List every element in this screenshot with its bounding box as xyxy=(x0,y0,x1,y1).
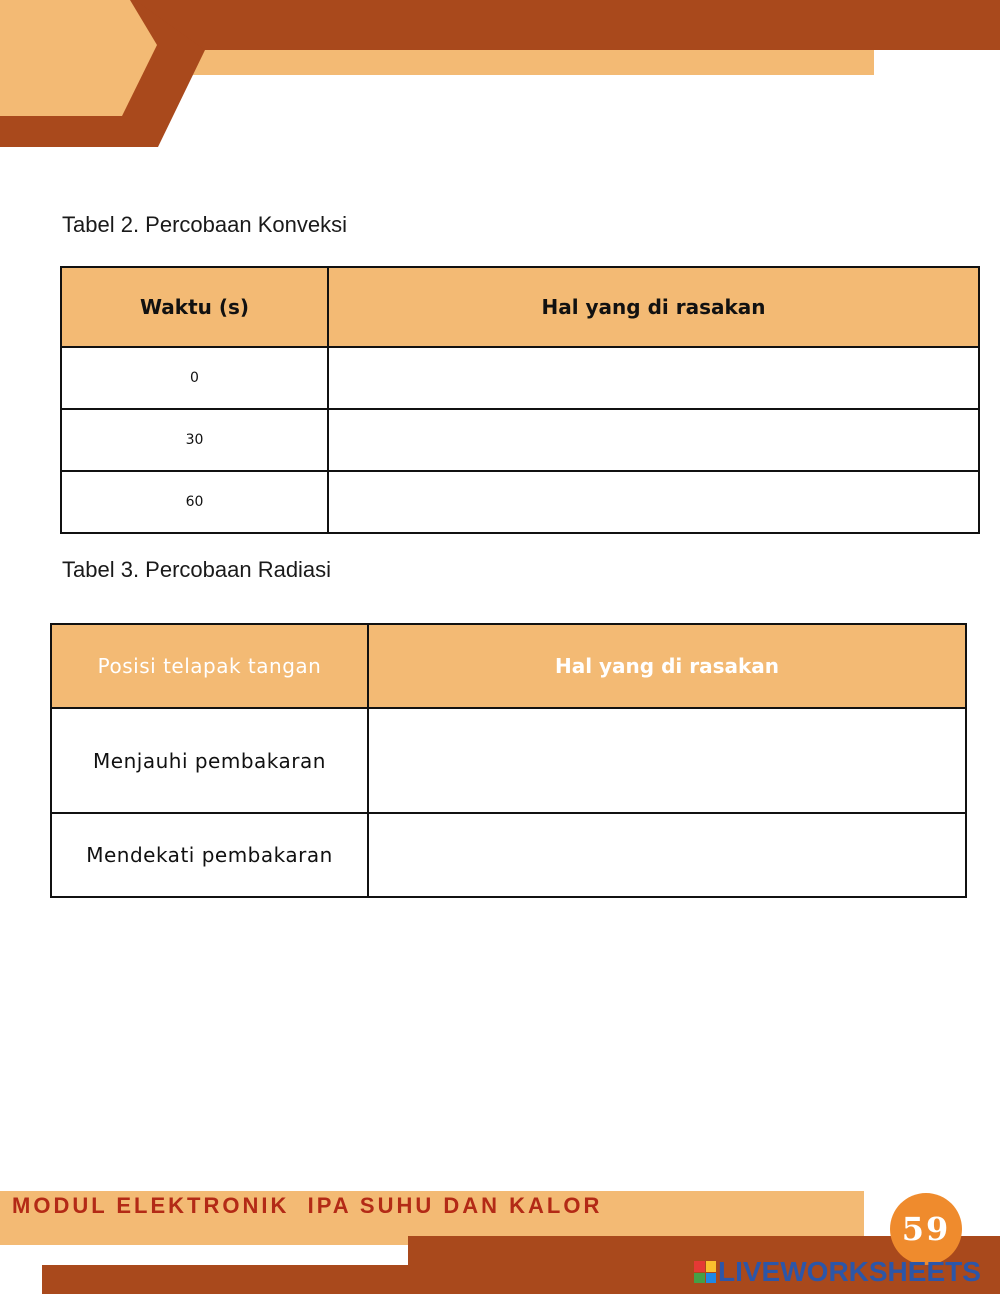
table-row xyxy=(61,409,979,471)
table-row xyxy=(61,347,979,409)
time-cell: 30 xyxy=(61,409,328,471)
table2-caption: Tabel 2. Percobaan Konveksi xyxy=(62,212,347,237)
position-cell: Menjauhi pembakaran xyxy=(51,708,368,813)
radiation-table xyxy=(50,623,967,898)
answer-cell[interactable] xyxy=(368,813,966,897)
answer-cell[interactable] xyxy=(368,708,966,813)
column-header-time: Waktu (s) xyxy=(61,267,328,347)
column-header-hand-position: Posisi telapak tangan xyxy=(51,624,368,708)
table-row xyxy=(51,813,966,897)
header-decoration xyxy=(0,0,1000,150)
convection-table xyxy=(60,266,980,534)
column-header-feeling: Hal yang di rasakan xyxy=(328,267,979,347)
liveworksheets-icon xyxy=(694,1261,716,1283)
table-header-row xyxy=(61,267,979,347)
page-number-badge: 59 xyxy=(890,1193,962,1265)
table-row xyxy=(61,471,979,533)
column-header-feeling: Hal yang di rasakan xyxy=(368,624,966,708)
answer-cell[interactable] xyxy=(328,409,979,471)
table-header-row xyxy=(51,624,966,708)
liveworksheets-wordmark: LIVEWORKSHEETS xyxy=(718,1256,981,1287)
answer-cell[interactable] xyxy=(328,347,979,409)
time-cell: 60 xyxy=(61,471,328,533)
table-row xyxy=(51,708,966,813)
position-cell: Mendekati pembakaran xyxy=(51,813,368,897)
answer-cell[interactable] xyxy=(328,471,979,533)
table3-caption: Tabel 3. Percobaan Radiasi xyxy=(62,557,332,582)
module-title: MODUL ELEKTRONIK IPA SUHU DAN KALOR xyxy=(12,1193,603,1218)
time-cell: 0 xyxy=(61,347,328,409)
liveworksheets-logo xyxy=(694,1256,981,1288)
